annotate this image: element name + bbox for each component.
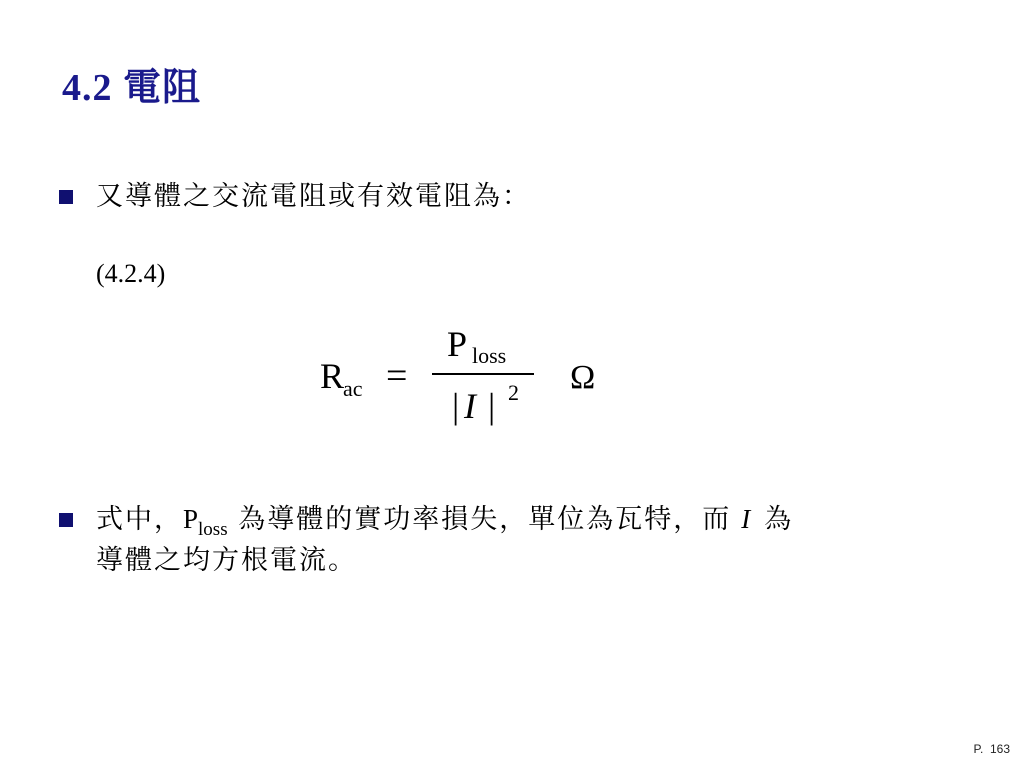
page-number: P. 163	[973, 742, 1010, 756]
bullet-marker	[59, 513, 73, 527]
resistance-formula	[312, 318, 612, 436]
formula-equals: =	[386, 355, 408, 397]
bullet2-middle: 為導體的實功率損失，單位為瓦特，而	[227, 504, 732, 535]
bullet-text-2	[96, 497, 793, 545]
power-loss-subscript: loss	[198, 519, 228, 540]
formula-unit: Ω	[570, 359, 596, 396]
bullet-text-2-line2: 導體之均方根電流。	[96, 545, 357, 576]
bullet-marker	[59, 190, 73, 204]
formula-numerator-symbol: P	[447, 324, 468, 364]
slide-title: 4.2 電阻	[62, 67, 202, 109]
current-symbol: I	[741, 504, 751, 534]
bullet2-suffix: 為	[764, 504, 794, 535]
formula-exponent: 2	[508, 380, 519, 405]
equation-number: (4.2.4)	[96, 259, 166, 288]
formula-abs-right: |	[488, 386, 496, 426]
power-loss-symbol: P	[183, 504, 199, 534]
formula-numerator-subscript: loss	[472, 343, 507, 368]
formula-lhs-subscript: ac	[343, 376, 363, 401]
formula-abs-left: |	[452, 386, 460, 426]
bullet2-prefix: 式中，	[96, 504, 183, 535]
formula-current-symbol: I	[464, 386, 476, 426]
formula-lhs-symbol: R	[320, 356, 345, 396]
bullet-text-1: 又導體之交流電阻或有效電阻為：	[96, 181, 531, 212]
